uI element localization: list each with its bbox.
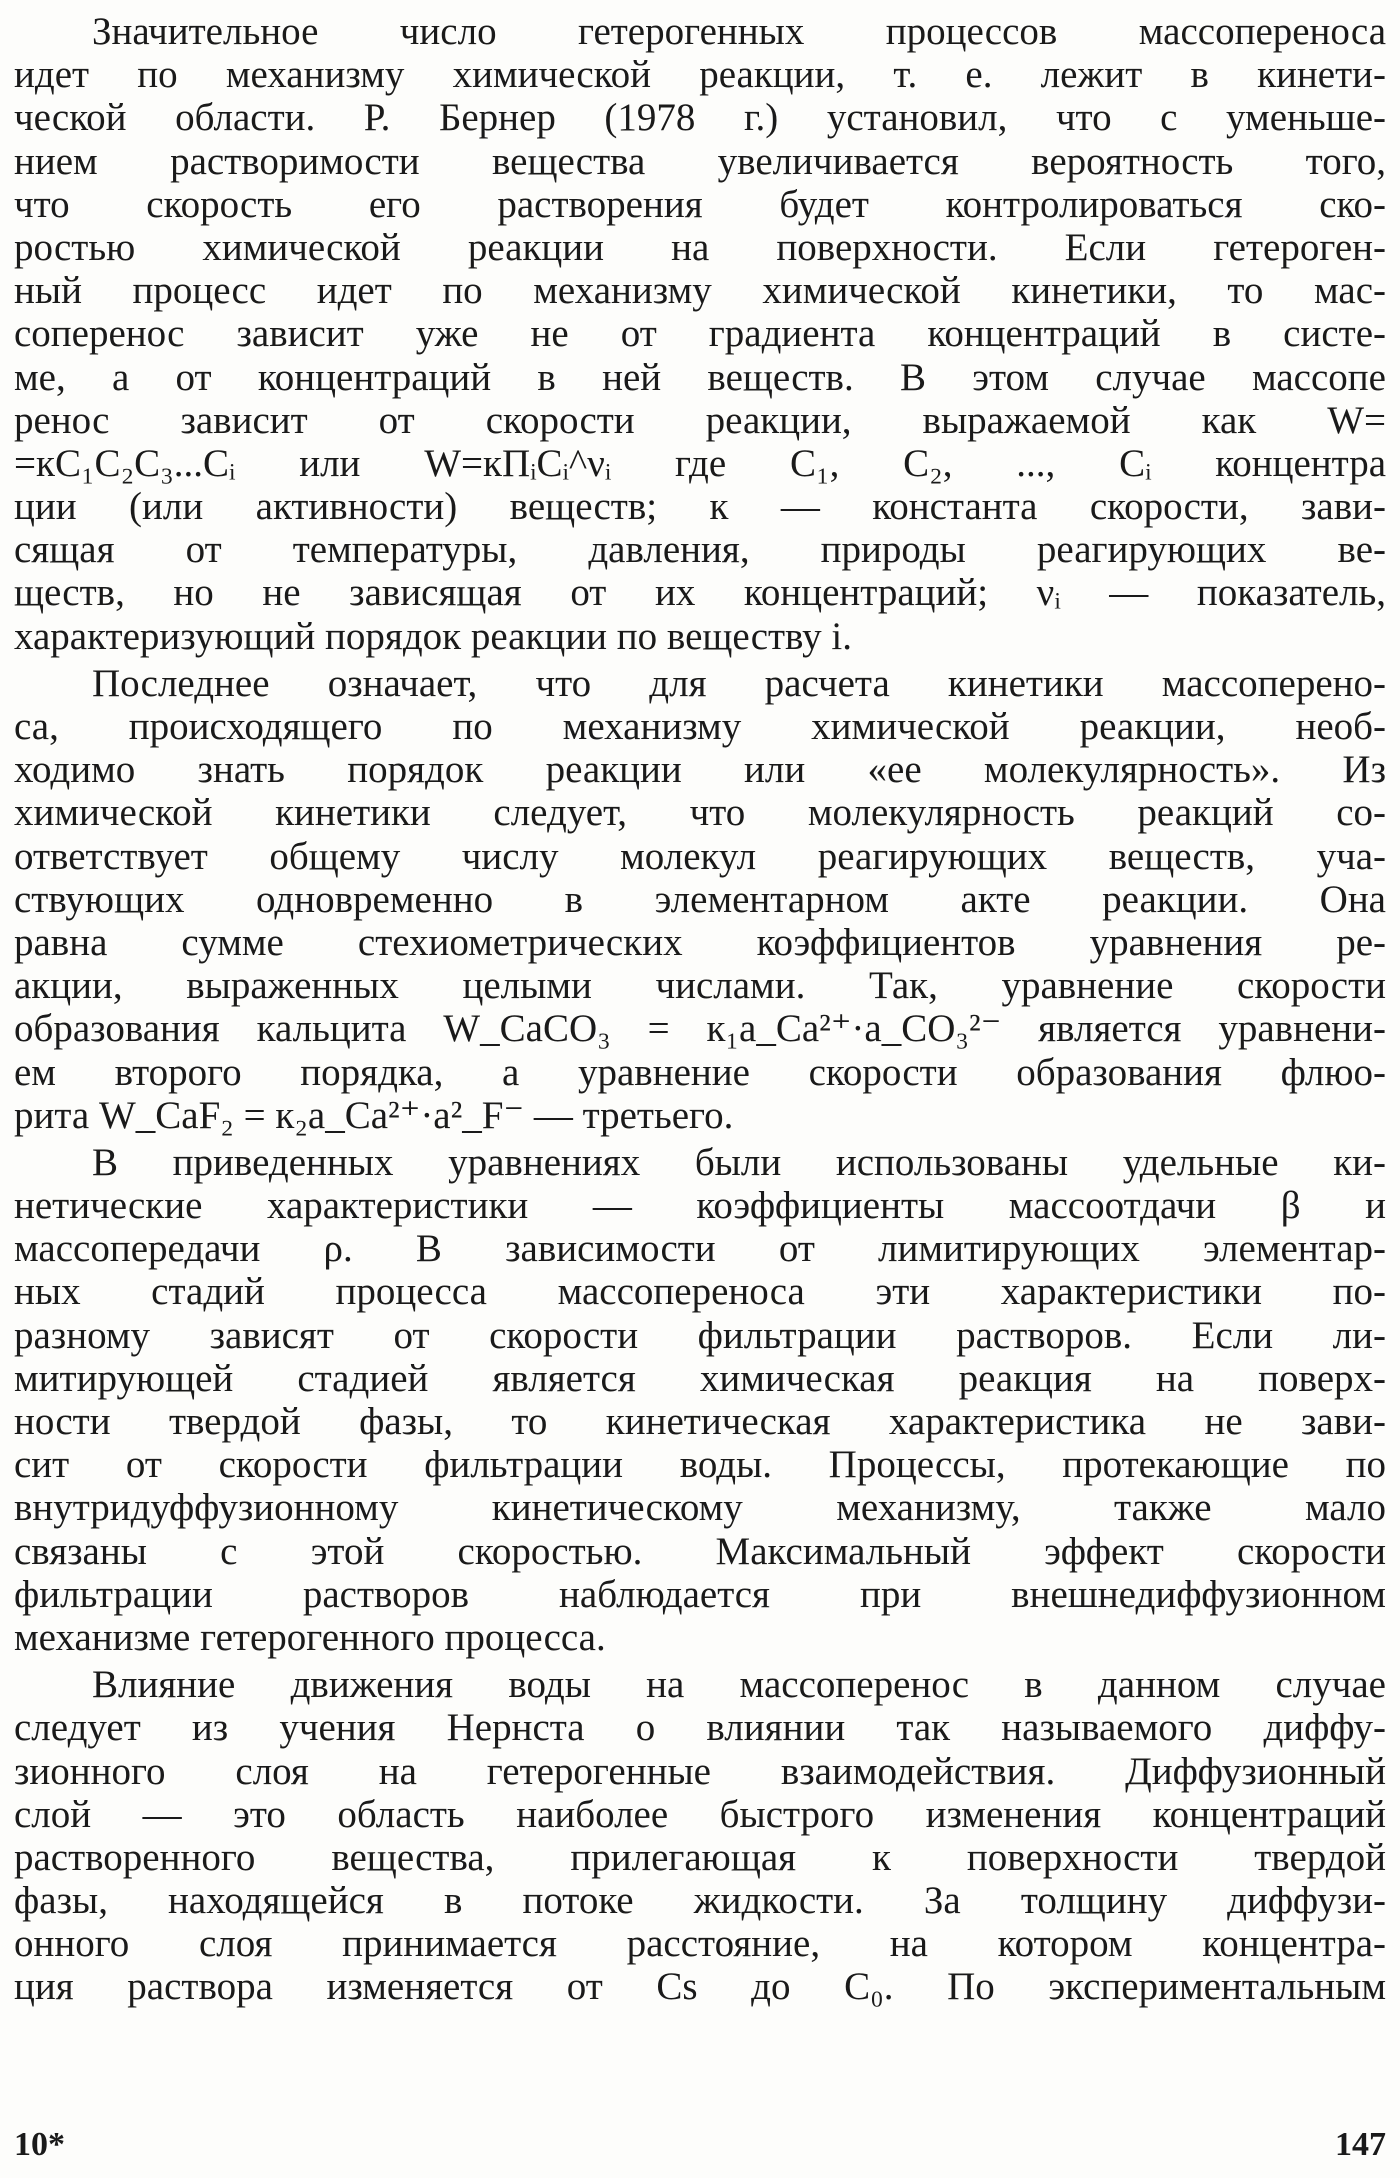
text-line: нетические характеристики — коэффициенты массоотдачи β и	[14, 1184, 1386, 1228]
text-line: слой — это область наиболее быстрого изменения концентраций	[14, 1792, 1386, 1836]
text-line: следует из учения Нернста о влиянии так называемого диффу-	[14, 1706, 1386, 1750]
text-line: образования кальцита W_CaCO₃ = к₁a_Ca²⁺·a_CO₃²⁻ является уравнени-	[14, 1007, 1386, 1051]
text-line: ростью химической реакции на поверхности. Если гетероген-	[14, 225, 1386, 269]
text-line: равна сумме стехиометрических коэффициентов уравнения ре-	[14, 920, 1386, 964]
text-line: что скорость его растворения будет контролироваться ско-	[14, 182, 1386, 226]
text-line: фазы, находящейся в потоке жидкости. За толщину диффузи-	[14, 1879, 1386, 1923]
text-line: митирующей стадией является химическая реакция на поверх-	[14, 1356, 1386, 1400]
text-line: Последнее означает, что для расчета кинетики массоперено-	[92, 661, 1386, 705]
paragraph-3	[14, 1141, 1386, 1659]
text-line: =кC₁C₂C₃...Cᵢ или W=кΠᵢCᵢ^νᵢ где C₁, C₂, ..., Cᵢ концентра	[14, 441, 1386, 485]
text-line: химической кинетики следует, что молекулярность реакций со-	[14, 791, 1386, 835]
text-line: са, происходящего по механизму химической реакции, необ-	[14, 705, 1386, 748]
text-line: фильтрации растворов наблюдается при внешнедиффузионном	[14, 1572, 1386, 1616]
text-line: ходимо знать порядок реакции или «ее молекулярность». Из	[14, 748, 1386, 792]
text-line: нием растворимости вещества увеличивается вероятность того,	[14, 139, 1386, 183]
text-line: Влияние движения воды на массоперенос в данном случае	[92, 1663, 1386, 1707]
paragraph-1	[14, 10, 1386, 658]
text-line: ности твердой фазы, то кинетическая характеристика не зави-	[14, 1400, 1386, 1443]
text-line: ный процесс идет по механизму химической кинетики, то мас-	[14, 269, 1386, 313]
text-line: ем второго порядка, а уравнение скорости образования флюо-	[14, 1050, 1386, 1094]
text-line: ответствует общему числу молекул реагирующих веществ, уча-	[14, 834, 1386, 878]
text-line: акции, выраженных целыми числами. Так, уравнение скорости	[14, 964, 1386, 1008]
text-line: растворенного вещества, прилегающая к поверхности твердой	[14, 1835, 1386, 1879]
paragraph-4	[14, 1663, 1386, 2009]
text-line: ществ, но не зависящая от их концентраций; νᵢ — показатель,	[14, 571, 1386, 615]
text-line: сит от скорости фильтрации воды. Процессы, протекающие по	[14, 1443, 1386, 1487]
text-line: массопередачи ρ. В зависимости от лимитирующих элементар-	[14, 1227, 1386, 1271]
text-line: внутридуффузионному кинетическому механизму, также мало	[14, 1486, 1386, 1530]
text-line: идет по механизму химической реакции, т. е. лежит в кинети-	[14, 53, 1386, 97]
text-line: механизме гетерогенного процесса.	[14, 1615, 606, 1659]
text-line: связаны с этой скоростью. Максимальный эффект скорости	[14, 1529, 1386, 1573]
text-line: сящая от температуры, давления, природы реагирующих ве-	[14, 528, 1386, 572]
text-line: рита W_CaF₂ = к₂a_Ca²⁺·a²_F⁻ — третьего.	[14, 1093, 734, 1137]
text-line: ме, а от концентраций в ней веществ. В этом случае массопе	[14, 355, 1386, 399]
text-line: ческой области. Р. Бернер (1978 г.) установил, что с уменьше-	[14, 96, 1386, 140]
text-line: характеризующий порядок реакции по веществу i.	[14, 614, 852, 658]
paragraph-2	[14, 662, 1386, 1137]
text-line: ция раствора изменяется от Cs до C₀. По экспериментальным	[14, 1965, 1386, 2009]
page-footer	[14, 2122, 1386, 2168]
text-line: ных стадий процесса массопереноса эти характеристики по-	[14, 1270, 1386, 1314]
text-line: ствующих одновременно в элементарном акте реакции. Она	[14, 877, 1386, 921]
text-line: В приведенных уравнениях были использованы удельные ки-	[92, 1140, 1386, 1184]
text-line: ренос зависит от скорости реакции, выражаемой как W=	[14, 398, 1386, 442]
text-line: зионного слоя на гетерогенные взаимодействия. Диффузионный	[14, 1749, 1386, 1793]
text-line: соперенос зависит уже не от градиента концентраций в систе-	[14, 312, 1386, 356]
text-line: онного слоя принимается расстояние, на котором концентра-	[14, 1922, 1386, 1966]
page-number: 147	[1335, 2126, 1386, 2163]
text-line: ции (или активности) веществ; к — константа скорости, зави-	[14, 485, 1386, 529]
text-line: разному зависят от скорости фильтрации растворов. Если ли-	[14, 1313, 1386, 1357]
text-line: Значительное число гетерогенных процессов массопереноса	[92, 10, 1386, 53]
text-column	[14, 10, 1386, 2013]
signature-mark: 10*	[14, 2126, 65, 2163]
